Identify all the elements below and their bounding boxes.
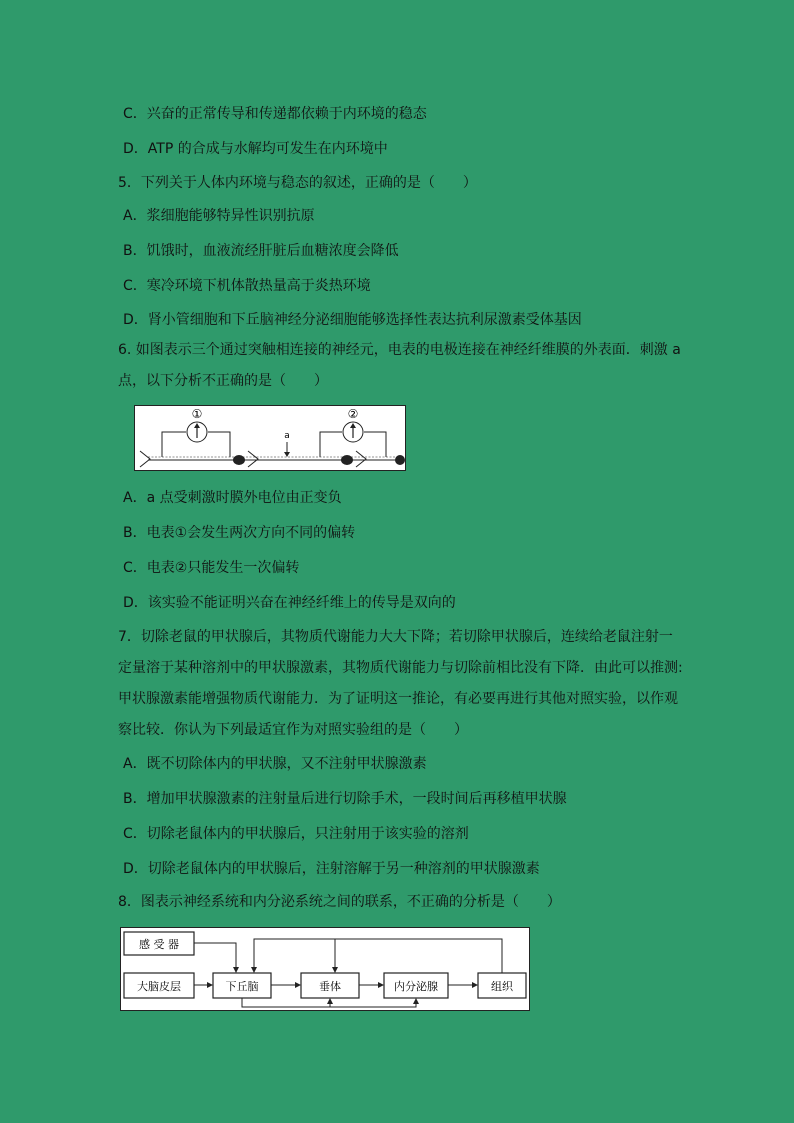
option-5b: B．饥饿时，血液流经肝脏后血糖浓度会降低 bbox=[123, 243, 399, 259]
endocrine-flow-diagram bbox=[120, 927, 530, 1011]
question-7-line2: 定量溶于某种溶剂中的甲状腺激素，其物质代谢能力与切除前相比没有下降．由此可以推测: bbox=[118, 660, 683, 676]
option-5a: A．浆细胞能够特异性识别抗原 bbox=[123, 208, 315, 224]
meter-1-label: ① bbox=[191, 407, 203, 421]
option-7b: B．增加甲状腺激素的注射量后进行切除手术，一段时间后再移植甲状腺 bbox=[123, 791, 567, 807]
cerebral-cortex-box: 大脑皮层 bbox=[137, 980, 181, 993]
pituitary-box: 垂体 bbox=[319, 980, 341, 993]
option-4d: D．ATP 的合成与水解均可发生在内环境中 bbox=[123, 141, 388, 157]
option-6a: A．a 点受刺激时膜外电位由正变负 bbox=[123, 490, 342, 506]
option-7d: D．切除老鼠体内的甲状腺后，注射溶解于另一种溶剂的甲状腺激素 bbox=[123, 861, 540, 877]
hypothalamus-box: 下丘脑 bbox=[225, 980, 259, 993]
option-6c: C．电表②只能发生一次偏转 bbox=[123, 560, 300, 576]
option-7a: A．既不切除体内的甲状腺，又不注射甲状腺激素 bbox=[123, 756, 427, 772]
option-7c: C．切除老鼠体内的甲状腺后，只注射用于该实验的溶剂 bbox=[123, 826, 469, 842]
question-7-line1: 7．切除老鼠的甲状腺后，其物质代谢能力大大下降；若切除甲状腺后，连续给老鼠注射一 bbox=[118, 629, 673, 645]
point-a-label: a bbox=[284, 431, 290, 441]
meter-2-label: ② bbox=[347, 407, 359, 421]
tissue-box: 组织 bbox=[491, 980, 513, 993]
option-4c: C．兴奋的正常传导和传递都依赖于内环境的稳态 bbox=[123, 106, 427, 122]
option-5c: C．寒冷环境下机体散热量高于炎热环境 bbox=[123, 278, 371, 294]
question-5: 5．下列关于人体内环境与稳态的叙述，正确的是（ ） bbox=[118, 175, 477, 191]
neuron-figure bbox=[134, 405, 406, 471]
question-6-line2: 点，以下分析不正确的是（ ） bbox=[118, 373, 328, 389]
question-7-line4: 察比较．你认为下列最适宜作为对照实验组的是（ ） bbox=[118, 722, 468, 738]
option-6b: B．电表①会发生两次方向不同的偏转 bbox=[123, 525, 356, 541]
question-8: 8．图表示神经系统和内分泌系统之间的联系，不正确的分析是（ ） bbox=[118, 894, 561, 910]
receptor-box: 感 受 器 bbox=[139, 938, 179, 951]
option-6d: D．该实验不能证明兴奋在神经纤维上的传导是双向的 bbox=[123, 595, 456, 611]
option-5d: D．肾小管细胞和下丘脑神经分泌细胞能够选择性表达抗利尿激素受体基因 bbox=[123, 312, 582, 328]
question-7-line3: 甲状腺激素能增强物质代谢能力．为了证明这一推论，有必要再进行其他对照实验，以作观 bbox=[118, 691, 678, 707]
question-6-line1: 6. 如图表示三个通过突触相连接的神经元，电表的电极连接在神经纤维膜的外表面．刺激 a bbox=[118, 342, 681, 358]
endocrine-gland-box: 内分泌腺 bbox=[394, 980, 438, 993]
